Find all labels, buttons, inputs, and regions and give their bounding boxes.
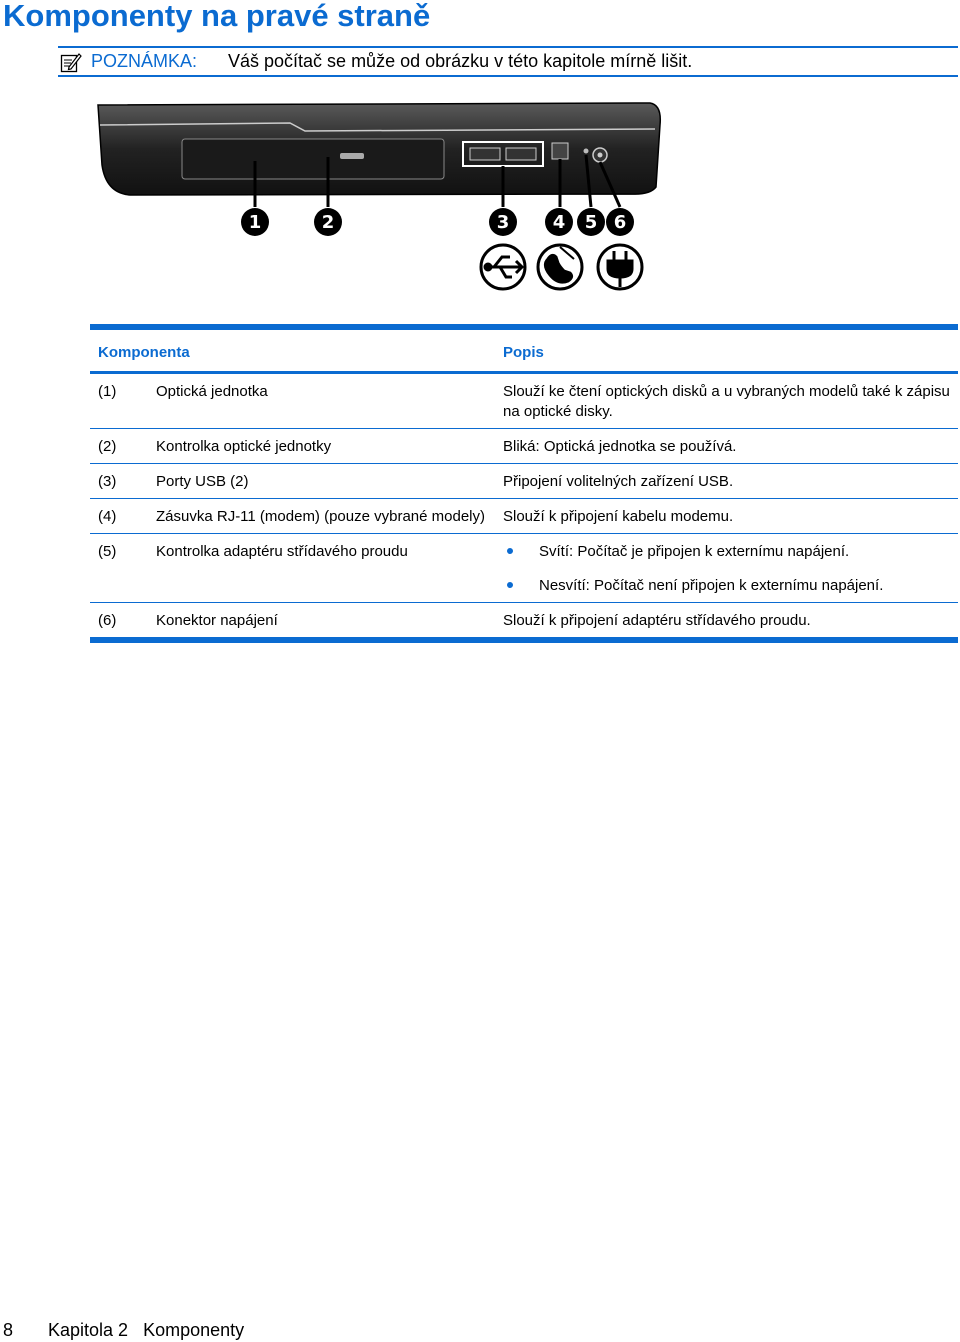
chapter-footer: Kapitola 2 Komponenty	[48, 1320, 245, 1340]
row-component: Konektor napájení	[156, 612, 278, 629]
table-row	[90, 499, 958, 534]
row-description-bullet	[495, 534, 958, 569]
row-number: (3)	[98, 473, 117, 490]
row-number: (5)	[98, 543, 117, 560]
callout-5	[577, 208, 605, 236]
row-description: Připojení volitelných zařízení USB.	[503, 473, 734, 490]
table-row	[90, 429, 958, 464]
page-number: 8	[3, 1320, 14, 1340]
laptop-body	[98, 103, 660, 195]
bullet-icon	[507, 582, 513, 588]
row-number: (2)	[98, 438, 117, 455]
row-description: Slouží k připojení adaptéru střídavého proudu.	[503, 612, 811, 629]
callout-4	[545, 208, 573, 236]
row-description: Slouží k připojení kabelu modemu.	[503, 508, 734, 525]
page-title: Komponenty na pravé straně	[3, 0, 431, 33]
modem-icon	[538, 245, 582, 289]
table-header-row	[90, 327, 958, 373]
power-plug-icon	[598, 245, 642, 289]
bullet-text: Nesvítí: Počítač není připojen k externímu napájení.	[539, 577, 884, 594]
header-component: Komponenta	[98, 344, 190, 361]
usb-icon	[481, 245, 525, 289]
note-top-rule	[58, 46, 958, 48]
row-component: Optická jednotka	[156, 383, 268, 400]
row-description: Slouží ke čtení optických disků a u vybraných modelů také k zápisu na optické disky.	[503, 383, 950, 420]
row-component: Kontrolka optické jednotky	[156, 438, 332, 455]
svg-text:1: 1	[248, 212, 262, 233]
header-description: Popis	[503, 344, 544, 361]
svg-text:6: 6	[613, 212, 627, 233]
table-row	[90, 568, 958, 603]
callout-2	[314, 208, 342, 236]
table-row	[90, 534, 958, 569]
svg-text:4: 4	[552, 212, 566, 233]
callout-6	[606, 208, 634, 236]
callout-1	[241, 208, 269, 236]
bullet-icon	[507, 548, 513, 554]
note-pencil-icon	[60, 51, 82, 73]
components-table	[90, 324, 958, 643]
row-number: (1)	[98, 383, 117, 400]
row-component: Porty USB (2)	[156, 473, 249, 490]
row-number: (6)	[98, 612, 117, 629]
row-component: Zásuvka RJ-11 (modem) (pouze vybrané modely)	[156, 508, 486, 525]
table-row	[90, 373, 958, 429]
svg-text:3: 3	[496, 212, 510, 233]
bullet-text: Svítí: Počítač je připojen k externímu napájení.	[539, 543, 850, 560]
callout-3	[489, 208, 517, 236]
svg-text:5: 5	[584, 212, 598, 233]
table-row	[90, 603, 958, 641]
figure-callouts	[241, 208, 634, 236]
row-number: (4)	[98, 508, 117, 525]
note-text: Váš počítač se může od obrázku v této kapitole mírně lišit.	[228, 51, 693, 71]
note-bottom-rule	[58, 75, 958, 77]
note-label: POZNÁMKA:	[91, 51, 198, 71]
row-description-bullet	[495, 568, 958, 603]
svg-text:2: 2	[321, 212, 335, 233]
row-component: Kontrolka adaptéru střídavého proudu	[156, 543, 408, 560]
row-description: Bliká: Optická jednotka se používá.	[503, 438, 737, 455]
laptop-right-side-figure	[90, 95, 670, 300]
table-row	[90, 464, 958, 499]
